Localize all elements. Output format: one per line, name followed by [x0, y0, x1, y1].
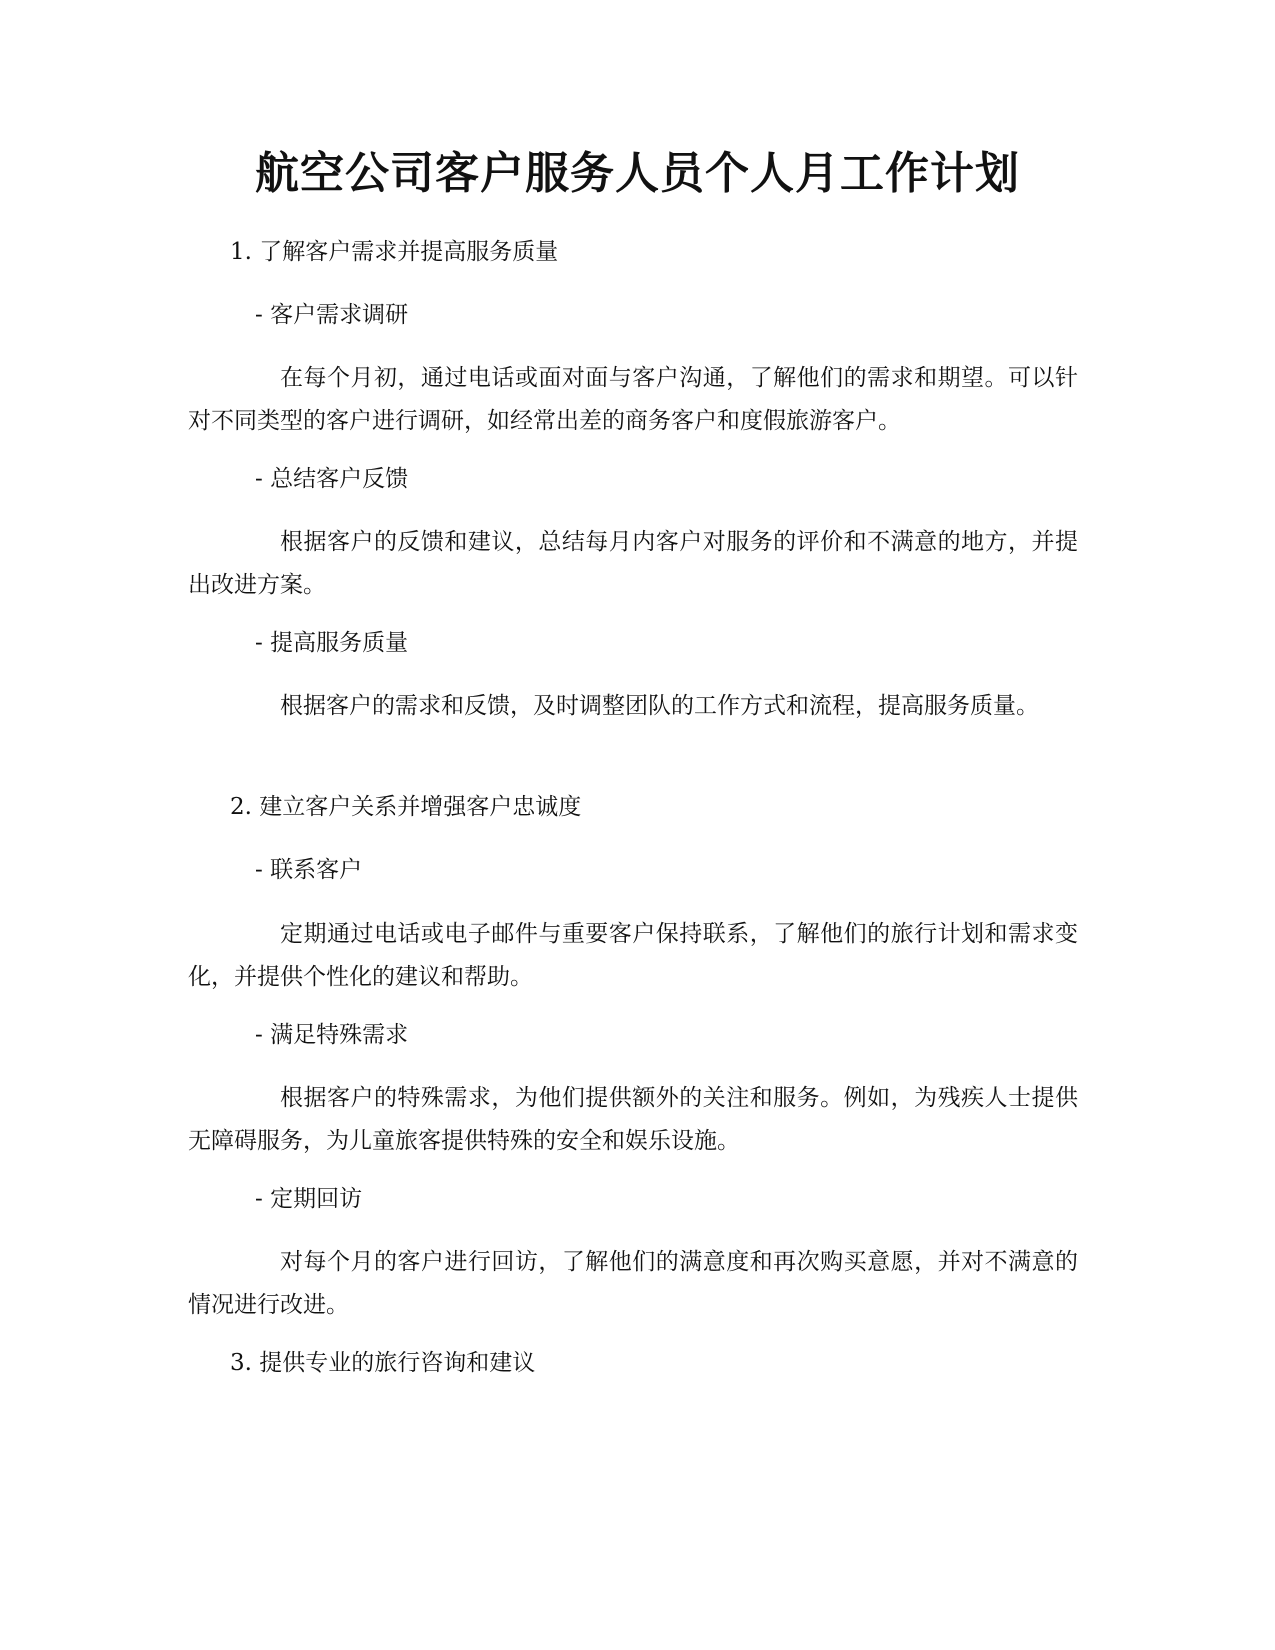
subheading-follow-up: - 定期回访 — [255, 1186, 363, 1212]
paragraph-improve-quality: 根据客户的需求和反馈，及时调整团队的工作方式和流程，提高服务质量。 — [280, 693, 1039, 719]
subheading-customer-research: - 客户需求调研 — [255, 302, 409, 328]
document-title: 航空公司客户服务人员个人月工作计划 — [255, 148, 1020, 199]
paragraph-contact-customers: 定期通过电话或电子邮件与重要客户保持联系，了解他们的旅行计划和需求变化，并提供个性化的建议和帮助。 — [188, 921, 1078, 990]
paragraph-customer-research: 在每个月初，通过电话或面对面与客户沟通，了解他们的需求和期望。可以针对不同类型的客户进行调研，如经常出差的商务客户和度假旅游客户。 — [188, 365, 1078, 434]
paragraph-follow-up: 对每个月的客户进行回访，了解他们的满意度和再次购买意愿，并对不满意的情况进行改进。 — [188, 1249, 1078, 1318]
subheading-feedback-summary: - 总结客户反馈 — [255, 466, 409, 492]
paragraph-special-needs: 根据客户的特殊需求，为他们提供额外的关注和服务。例如，为残疾人士提供无障碍服务，为儿童旅客提供特殊的安全和娱乐设施。 — [188, 1085, 1078, 1154]
paragraph-feedback-summary: 根据客户的反馈和建议，总结每月内客户对服务的评价和不满意的地方，并提出改进方案。 — [188, 529, 1078, 598]
section-heading-3: 3. 提供专业的旅行咨询和建议 — [230, 1350, 536, 1376]
subheading-improve-quality: - 提高服务质量 — [255, 630, 409, 656]
subheading-special-needs: - 满足特殊需求 — [255, 1022, 409, 1048]
section-heading-1: 1. 了解客户需求并提高服务质量 — [230, 239, 559, 265]
section-heading-2: 2. 建立客户关系并增强客户忠诚度 — [230, 794, 582, 820]
subheading-contact-customers: - 联系客户 — [255, 857, 363, 883]
